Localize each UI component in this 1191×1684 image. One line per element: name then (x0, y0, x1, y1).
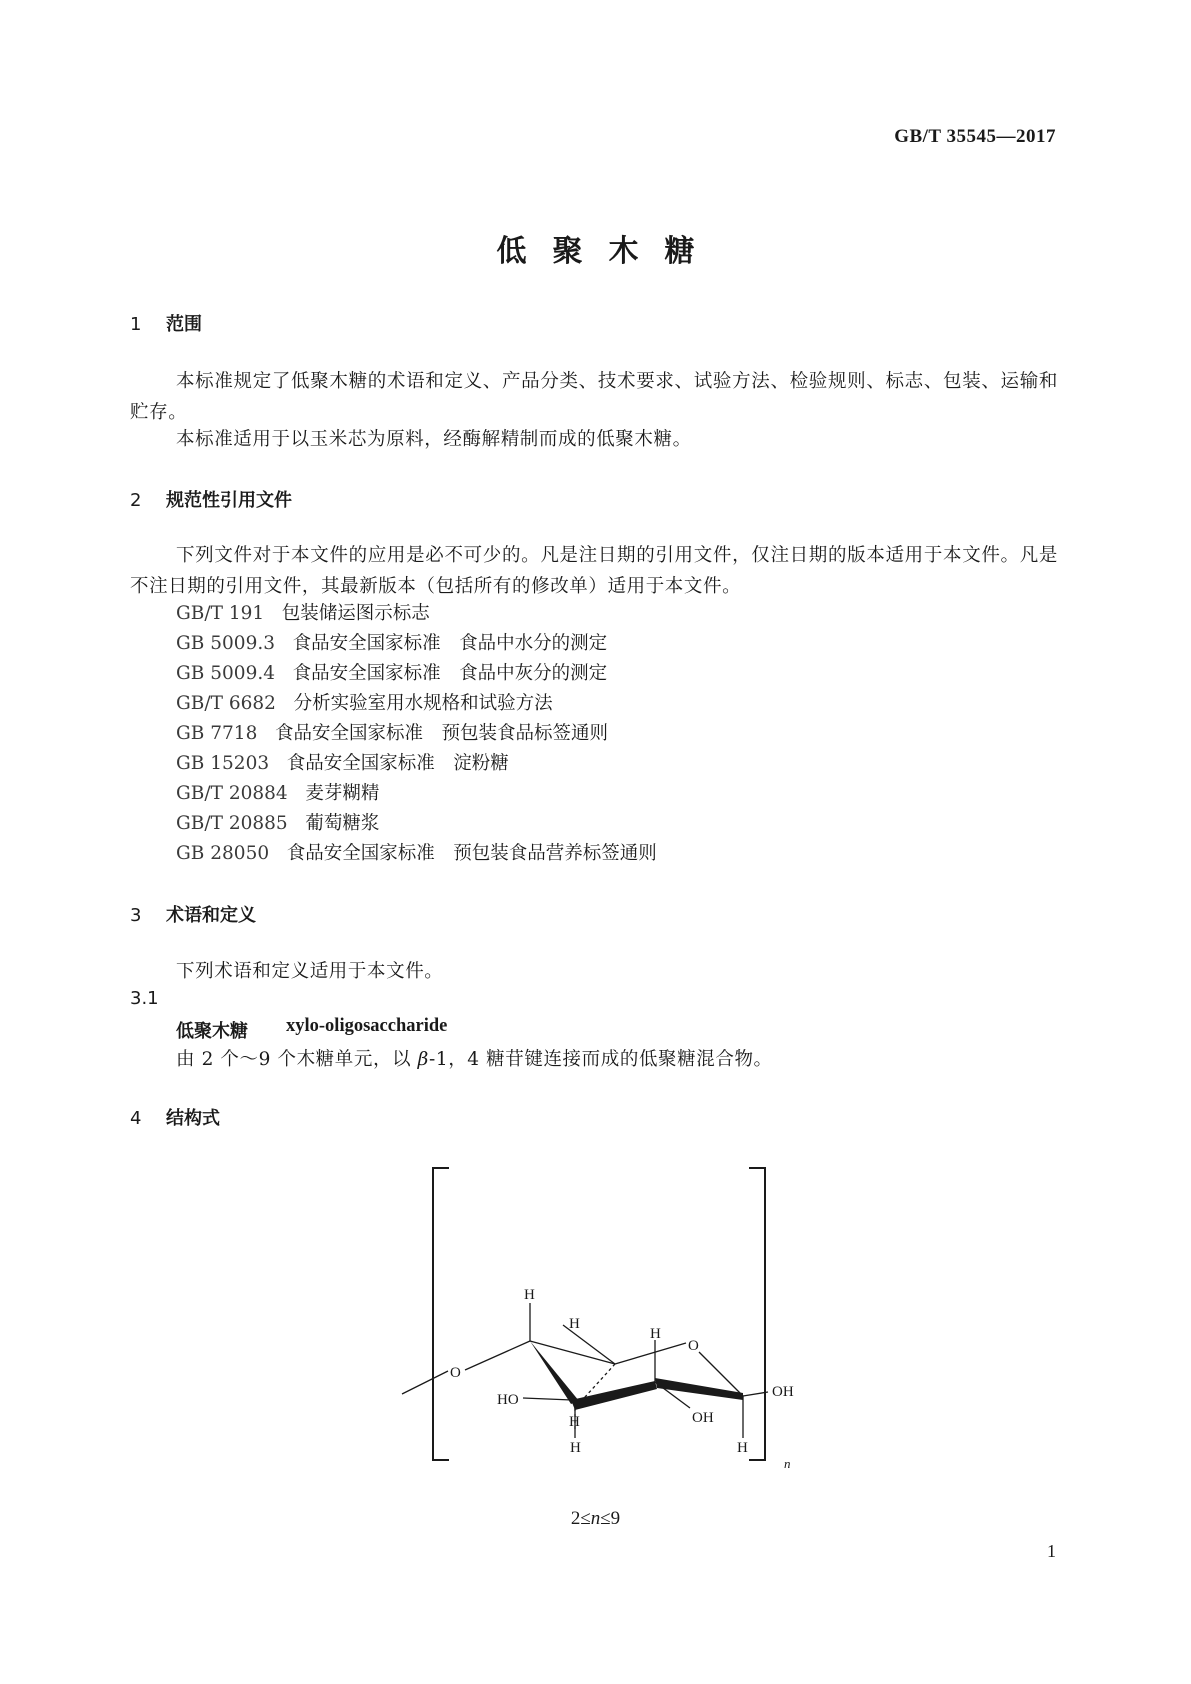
atom-label-h: H (650, 1326, 661, 1342)
reference-title: 包装储运图示标志 (281, 603, 430, 624)
atom-labels (450, 1287, 794, 1471)
reference-title: 食品安全国家标准 预包装食品营养标签通则 (286, 843, 657, 864)
formula-left: 2≤ (570, 1508, 591, 1529)
atom-label-h: H (569, 1414, 580, 1430)
wedge-bond (571, 1381, 657, 1410)
reference-title: 食品安全国家标准 食品中水分的测定 (292, 633, 608, 654)
atom-label-ho: HO (497, 1392, 519, 1408)
reference-code: GB 28050 (176, 843, 270, 864)
range-formula (0, 1508, 1191, 1530)
atom-label-o-ring: O (688, 1338, 699, 1354)
atom-label-h: H (570, 1440, 581, 1456)
document-title: 低聚木糖 (496, 234, 721, 269)
formula-variable: n (590, 1508, 601, 1529)
wedge-bond (530, 1341, 579, 1404)
reference-code: GB 7718 (176, 723, 258, 744)
reference-code: GB 15203 (176, 753, 270, 774)
section-3-paragraph: 下列术语和定义适用于本文件。 (176, 961, 444, 982)
page-number: 1 (1047, 1541, 1056, 1561)
reference-title: 分析实验室用水规格和试验方法 (293, 693, 553, 714)
atom-label-h: H (569, 1316, 580, 1332)
definition-beta: β (417, 1049, 429, 1070)
section-1-paragraph-1: 本标准规定了低聚木糖的术语和定义、产品分类、技术要求、试验方法、检验规则、标志、包装、运输和贮存。 (130, 371, 1058, 423)
reference-title: 麦芽糊精 (305, 783, 380, 804)
right-bracket (749, 1168, 765, 1460)
reference-title: 食品安全国家标准 食品中灰分的测定 (292, 663, 608, 684)
term-chinese: 低聚木糖 (176, 1021, 248, 1042)
section-3-number: 3 (130, 905, 142, 926)
definition-part-2: -1，4 糖苷键连接而成的低聚糖混合物。 (428, 1049, 773, 1070)
brackets (433, 1168, 765, 1460)
section-1-title: 范围 (166, 314, 202, 335)
atom-label-o-link: O (450, 1365, 461, 1381)
reference-title: 葡萄糖浆 (305, 813, 380, 834)
section-3-title: 术语和定义 (166, 905, 256, 926)
section-1-number: 1 (130, 314, 142, 335)
clause-number: 3.1 (130, 988, 159, 1009)
reference-title: 食品安全国家标准 预包装食品标签通则 (275, 723, 609, 744)
standard-code: GB/T 35545—2017 (894, 126, 1056, 147)
left-bracket (433, 1168, 449, 1460)
atom-label-oh: OH (772, 1384, 794, 1400)
definition-part-1: 由 2 个～9 个木糖单元，以 (176, 1049, 418, 1070)
section-4-title: 结构式 (166, 1108, 220, 1129)
reference-code: GB/T 20884 (176, 783, 288, 804)
section-4-number: 4 (130, 1108, 142, 1129)
subscript-n: n (784, 1456, 791, 1471)
reference-code: GB 5009.4 (176, 663, 275, 684)
section-2-number: 2 (130, 490, 142, 511)
reference-code: GB 5009.3 (176, 633, 275, 654)
reference-code: GB/T 6682 (176, 693, 276, 714)
atom-label-h: H (737, 1440, 748, 1456)
section-2-paragraph: 下列文件对于本文件的应用是必不可少的。凡是注日期的引用文件，仅注日期的版本适用于本文件。凡是不注日期的引用文件，其最新版本（包括所有的修改单）适用于本文件。 (130, 545, 1058, 597)
reference-code: GB/T 191 (176, 603, 265, 624)
term-english: xylo-oligosaccharide (286, 1016, 448, 1036)
atom-label-oh: OH (692, 1410, 714, 1426)
section-1-paragraph-2: 本标准适用于以玉米芯为原料，经酶解精制而成的低聚木糖。 (176, 429, 692, 450)
reference-code: GB/T 20885 (176, 813, 288, 834)
reference-title: 食品安全国家标准 淀粉糖 (286, 753, 509, 774)
wedge-bond (655, 1378, 743, 1400)
formula-right: ≤9 (600, 1508, 621, 1529)
section-2-title: 规范性引用文件 (166, 490, 292, 511)
atom-label-h: H (524, 1287, 535, 1303)
